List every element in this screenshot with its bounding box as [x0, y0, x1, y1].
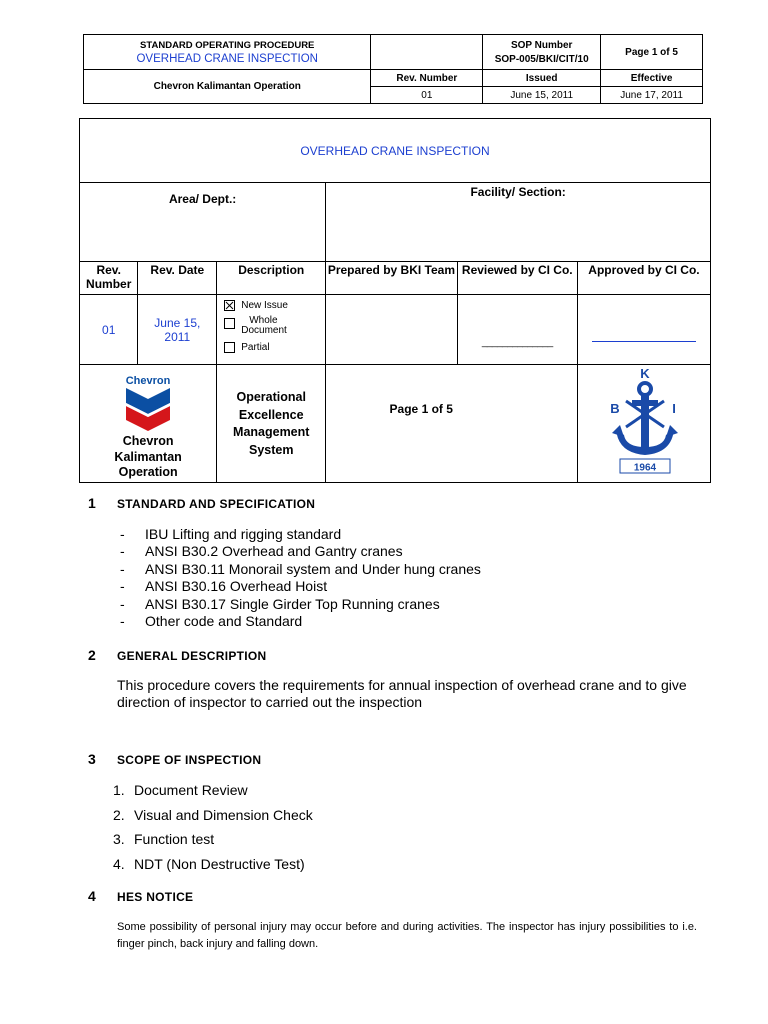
- list-item: - Other code and Standard: [120, 613, 303, 630]
- list-item: - ANSI B30.2 Overhead and Gantry cranes: [120, 543, 403, 560]
- reviewed-signature-line: ______________: [481, 337, 553, 348]
- option-new-issue[interactable]: [224, 300, 325, 311]
- effective-date: June 17, 2011: [601, 87, 703, 104]
- section-number: 2: [88, 647, 96, 663]
- option-partial[interactable]: [224, 342, 325, 353]
- standards-list: [120, 526, 481, 630]
- option-label: Partial: [241, 342, 270, 353]
- oems-cell: [217, 365, 326, 483]
- section-number: 3: [88, 751, 96, 767]
- section-title: GENERAL DESCRIPTION: [117, 649, 267, 663]
- issued-date: June 15, 2011: [483, 87, 601, 104]
- row-reviewed: [457, 295, 577, 365]
- list-item: - ANSI B30.11 Monorail system and Under hung cranes: [120, 560, 481, 577]
- scope-list: [113, 778, 313, 876]
- option-whole-document[interactable]: [224, 316, 325, 336]
- chevron-cell: [80, 365, 217, 483]
- bki-year: 1964: [633, 462, 657, 474]
- sop-number-label: SOP Number: [510, 39, 573, 51]
- col-description: Description: [217, 262, 326, 295]
- issued-label: Issued: [483, 70, 601, 87]
- row-approved: [577, 295, 710, 365]
- sop-header-table: [83, 34, 703, 104]
- sop-number: SOP-005/BKI/CIT/10: [494, 53, 589, 65]
- general-description-text: This procedure covers the requirements for annual inspection of overhead crane and to give direction of inspector to carried out the inspection: [117, 677, 687, 710]
- checkbox-checked-icon[interactable]: [224, 300, 235, 311]
- oems-line: Excellence: [238, 407, 304, 422]
- bki-letter: B: [610, 401, 620, 416]
- form-title: OVERHEAD CRANE INSPECTION: [80, 119, 711, 183]
- section-title: HES NOTICE: [117, 890, 194, 904]
- oems-line: Management: [233, 425, 310, 439]
- option-label: New Issue: [241, 300, 288, 311]
- area-label: Area/ Dept.:: [168, 192, 237, 206]
- section-title: STANDARD AND SPECIFICATION: [117, 497, 316, 511]
- bki-letter: K: [640, 367, 650, 381]
- chevron-logo: [123, 373, 173, 431]
- facility-cell: [326, 183, 711, 262]
- hes-notice-text: Some possibility of personal injury may occur before and during activities. The inspector has injury possibilities to i.e. finger pinch, back injury and falling down.: [117, 921, 697, 950]
- oems-line: System: [248, 442, 294, 457]
- doc-title: OVERHEAD CRANE INSPECTION: [136, 52, 318, 65]
- list-item: 1. Document Review: [113, 782, 248, 798]
- sop-form-table: [79, 118, 711, 483]
- facility-label: Facility/ Section:: [470, 185, 566, 199]
- col-approved: Approved by CI Co.: [577, 262, 710, 295]
- description-options: [217, 295, 326, 365]
- checkbox-unchecked-icon[interactable]: [224, 342, 235, 353]
- rev-number: 01: [371, 87, 483, 104]
- col-rev-date: Rev. Date: [138, 262, 217, 295]
- option-label: Whole Document: [241, 315, 287, 336]
- list-item: 2. Visual and Dimension Check: [113, 806, 313, 823]
- row-rev: 01: [80, 295, 138, 365]
- list-item: - IBU Lifting and rigging standard: [120, 526, 342, 542]
- list-item: 3. Function test: [113, 831, 215, 847]
- header-title-cell: [84, 35, 371, 70]
- bki-cell: [577, 365, 710, 483]
- list-item: - ANSI B30.17 Single Girder Top Running cranes: [120, 595, 440, 612]
- sop-number-cell: [483, 35, 601, 70]
- oems-text: [217, 389, 325, 459]
- chevron-wordmark: Chevron: [125, 375, 171, 387]
- rev-number-label: Rev. Number: [371, 70, 483, 87]
- col-rev: Rev. Number: [80, 262, 138, 295]
- bki-letter: I: [672, 401, 676, 416]
- section-number: 1: [88, 495, 96, 511]
- section-title: SCOPE OF INSPECTION: [117, 753, 262, 767]
- area-cell: [80, 183, 326, 262]
- row-prepared: [326, 295, 457, 365]
- effective-label: Effective: [601, 70, 703, 87]
- col-reviewed: Reviewed by CI Co.: [457, 262, 577, 295]
- chevron-org: Chevron Kalimantan Operation: [114, 434, 182, 479]
- doc-type: STANDARD OPERATING PROCEDURE: [140, 39, 315, 51]
- header-org: Chevron Kalimantan Operation: [84, 70, 371, 104]
- section-number: 4: [88, 888, 96, 904]
- row-rev-date: June 15, 2011: [138, 295, 217, 365]
- oems-line: Operational: [236, 390, 306, 404]
- list-item: 4. NDT (Non Destructive Test): [113, 855, 305, 872]
- page-cell: [326, 365, 578, 483]
- list-item: - ANSI B30.16 Overhead Hoist: [120, 578, 328, 595]
- bki-logo: [606, 367, 682, 480]
- checkbox-unchecked-icon[interactable]: [224, 318, 235, 329]
- approved-signature-line: [592, 341, 696, 342]
- footer-page: Page 1 of 5: [389, 402, 453, 416]
- col-prepared: Prepared by BKI Team: [326, 262, 457, 295]
- header-page: Page 1 of 5: [601, 35, 703, 70]
